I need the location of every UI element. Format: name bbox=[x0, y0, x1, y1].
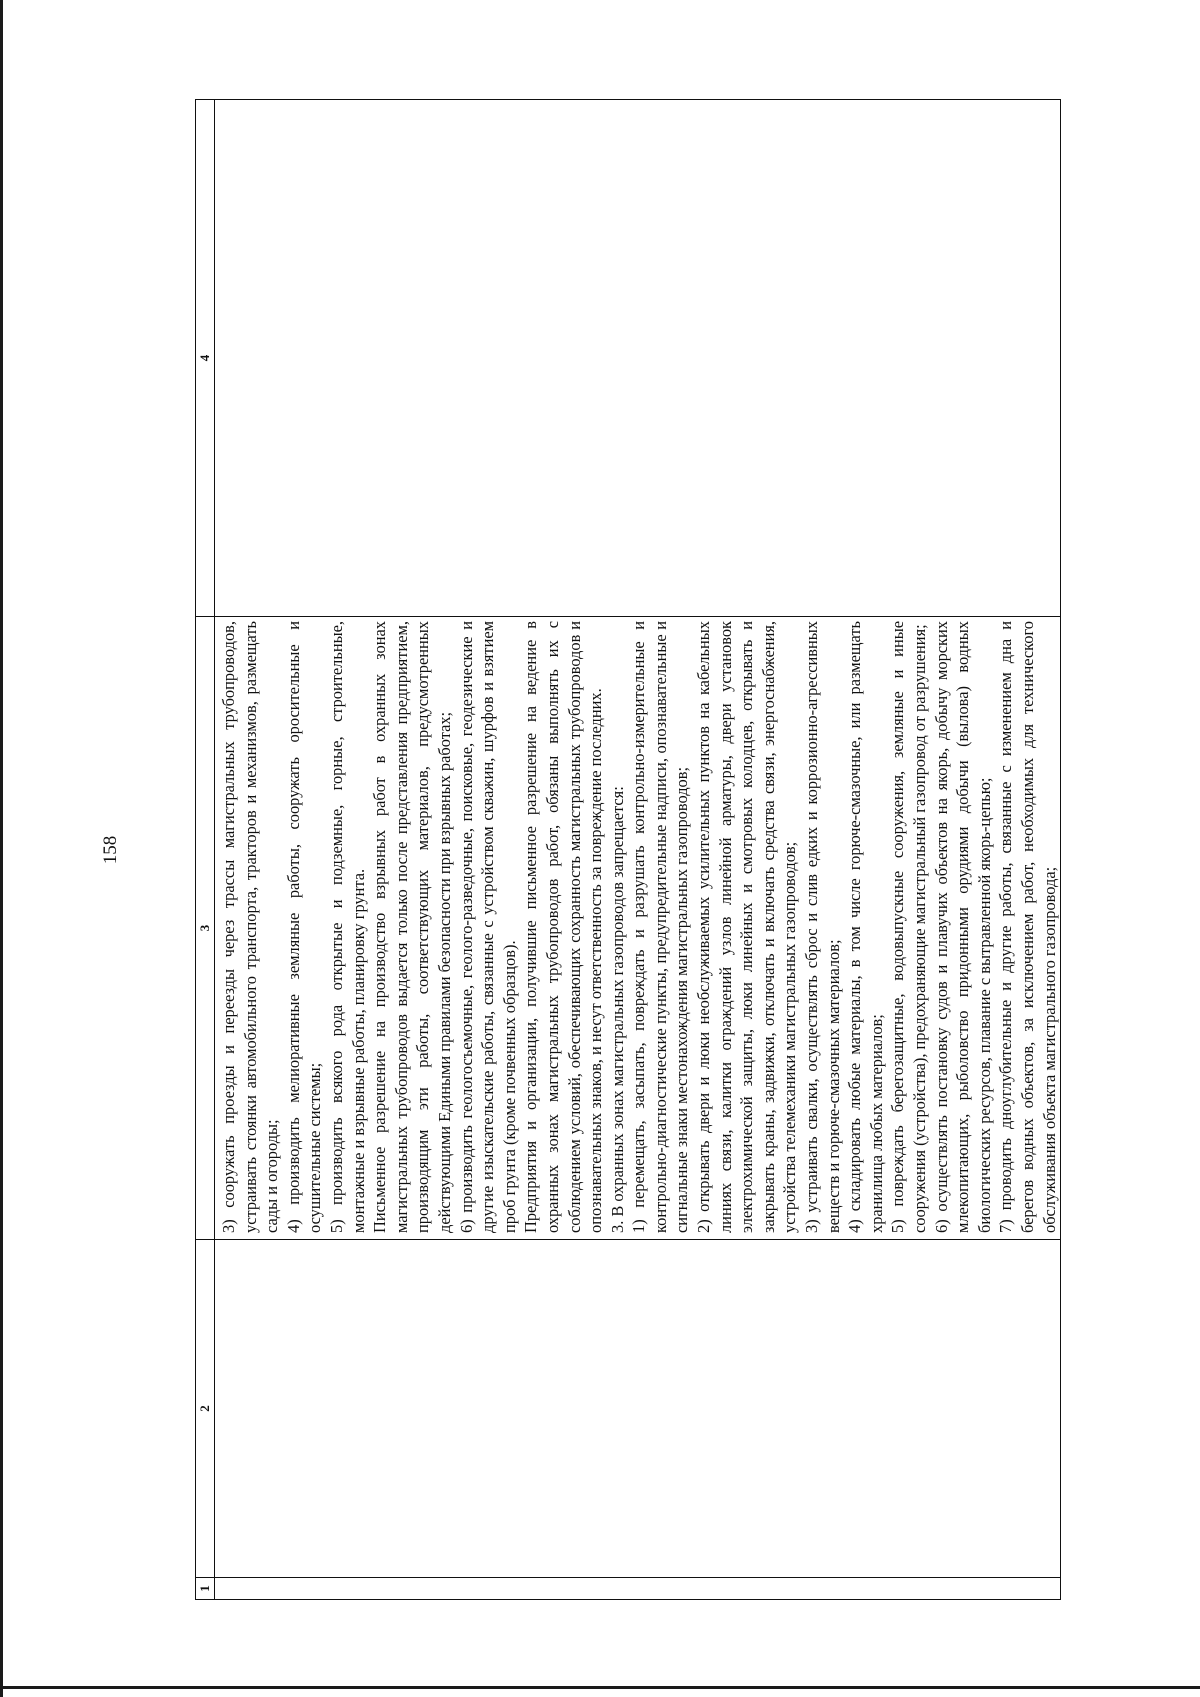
paragraph: Письменное разрешение на производство взрывных работ в охранных зонах магистральных трубопроводов выдается только после представления предприятием, производящим эти работы, соответствующих материалов, предусмотренных действующими Едиными правилами безопасности при взрывных работах; bbox=[370, 621, 454, 1233]
cell-col-2 bbox=[215, 1240, 1061, 1578]
paragraph: 3. В охранных зонах магистральных газопроводов запрещается: bbox=[607, 786, 627, 1233]
header-col-2: 2 bbox=[196, 1240, 215, 1578]
header-col-4: 4 bbox=[196, 100, 215, 617]
scan-left-edge bbox=[0, 0, 3, 1697]
paragraph: 2) открывать двери и люки необслуживаемых усилительных пунктов на кабельных линиях связи, калитки ограждений узлов линейной арматуры, двери установок электрохимической защиты, люки линейных и смотровых колодцев, открывать и закрывать краны, задвижки, отключать и включать средства связи, энергоснабжения, устройства телемеханики магистральных газопроводов; bbox=[694, 621, 800, 1233]
paragraph: 6) производить геологосъемочные, геолого-разведочные, поисковые, геодезические и другие изыскательские работы, связанные с устройством скважин, шурфов и взятием проб грунта (кроме почвенных образцов). bbox=[456, 621, 519, 1233]
paragraph: 3) устраивать свалки, осуществлять сброс и слив едких и коррозионно-агрессивных веществ и горюче-смазочных материалов; bbox=[802, 621, 843, 1233]
paragraph: Предприятия и организации, получившие письменное разрешение на ведение в охранных зонах магистральных трубопроводов работ, обязаны выполнять их с соблюдением условий, обеспечивающих сохранность магистральных трубопроводов и опознавательных знаков, и несут ответственность за повреждение последних. bbox=[521, 621, 606, 1233]
header-col-3: 3 bbox=[196, 617, 215, 1240]
paragraph: 3) сооружать проезды и переезды через трассы магистральных трубопроводов, устраивать стоянки автомобильного транспорта, тракторов и механизмов, размещать сады и огороды; bbox=[219, 621, 282, 1233]
scan-bottom-edge bbox=[0, 1686, 1200, 1689]
rotated-table bbox=[195, 100, 1059, 1600]
paragraph: 5) повреждать берегозащитные, водовыпускные сооружения, земляные и иные сооружения (устройства), предохраняющие магистральный газопровод от разрушения; bbox=[888, 621, 929, 1233]
document-table bbox=[195, 99, 1061, 1600]
cell-col-3 bbox=[215, 617, 1061, 1240]
header-col-1: 1 bbox=[196, 1578, 215, 1600]
paragraph: 6) осуществлять постановку судов и плавучих объектов на якорь, добычу морских млекопитающих, рыболовство придонными орудиями добычи (вылова) водных биологических ресурсов, плавание с вытравленной якорь-цепью; bbox=[931, 621, 994, 1233]
paragraph: 1) перемещать, засыпать, повреждать и разрушать контрольно-измерительные и контрольно-диагностические пункты, предупредительные надписи, опознавательные и сигнальные знаки местонахождения магистральных газопроводов; bbox=[629, 621, 692, 1233]
header-row bbox=[196, 100, 215, 1600]
paragraph: 4) складировать любые материалы, в том числе горюче-смазочные, или размещать хранилища любых материалов; bbox=[845, 621, 886, 1233]
cell-col-4 bbox=[215, 100, 1061, 617]
body-row bbox=[215, 100, 1061, 1600]
page-number: 158 bbox=[100, 835, 121, 865]
paragraph: 4) производить мелиоративные земляные работы, сооружать оросительные и осушительные системы; bbox=[283, 621, 325, 1233]
cell-col-1 bbox=[215, 1578, 1061, 1600]
paragraph: 7) проводить дноуглубительные и другие работы, связанные с изменением дна и берегов водных объектов, за исключением работ, необходимых для технического обслуживания объекта магистрального газопровода; bbox=[996, 621, 1059, 1233]
paragraph: 5) производить всякого рода открытые и подземные, горные, строительные, монтажные и взрывные работы, планировку грунта. bbox=[326, 621, 368, 1233]
